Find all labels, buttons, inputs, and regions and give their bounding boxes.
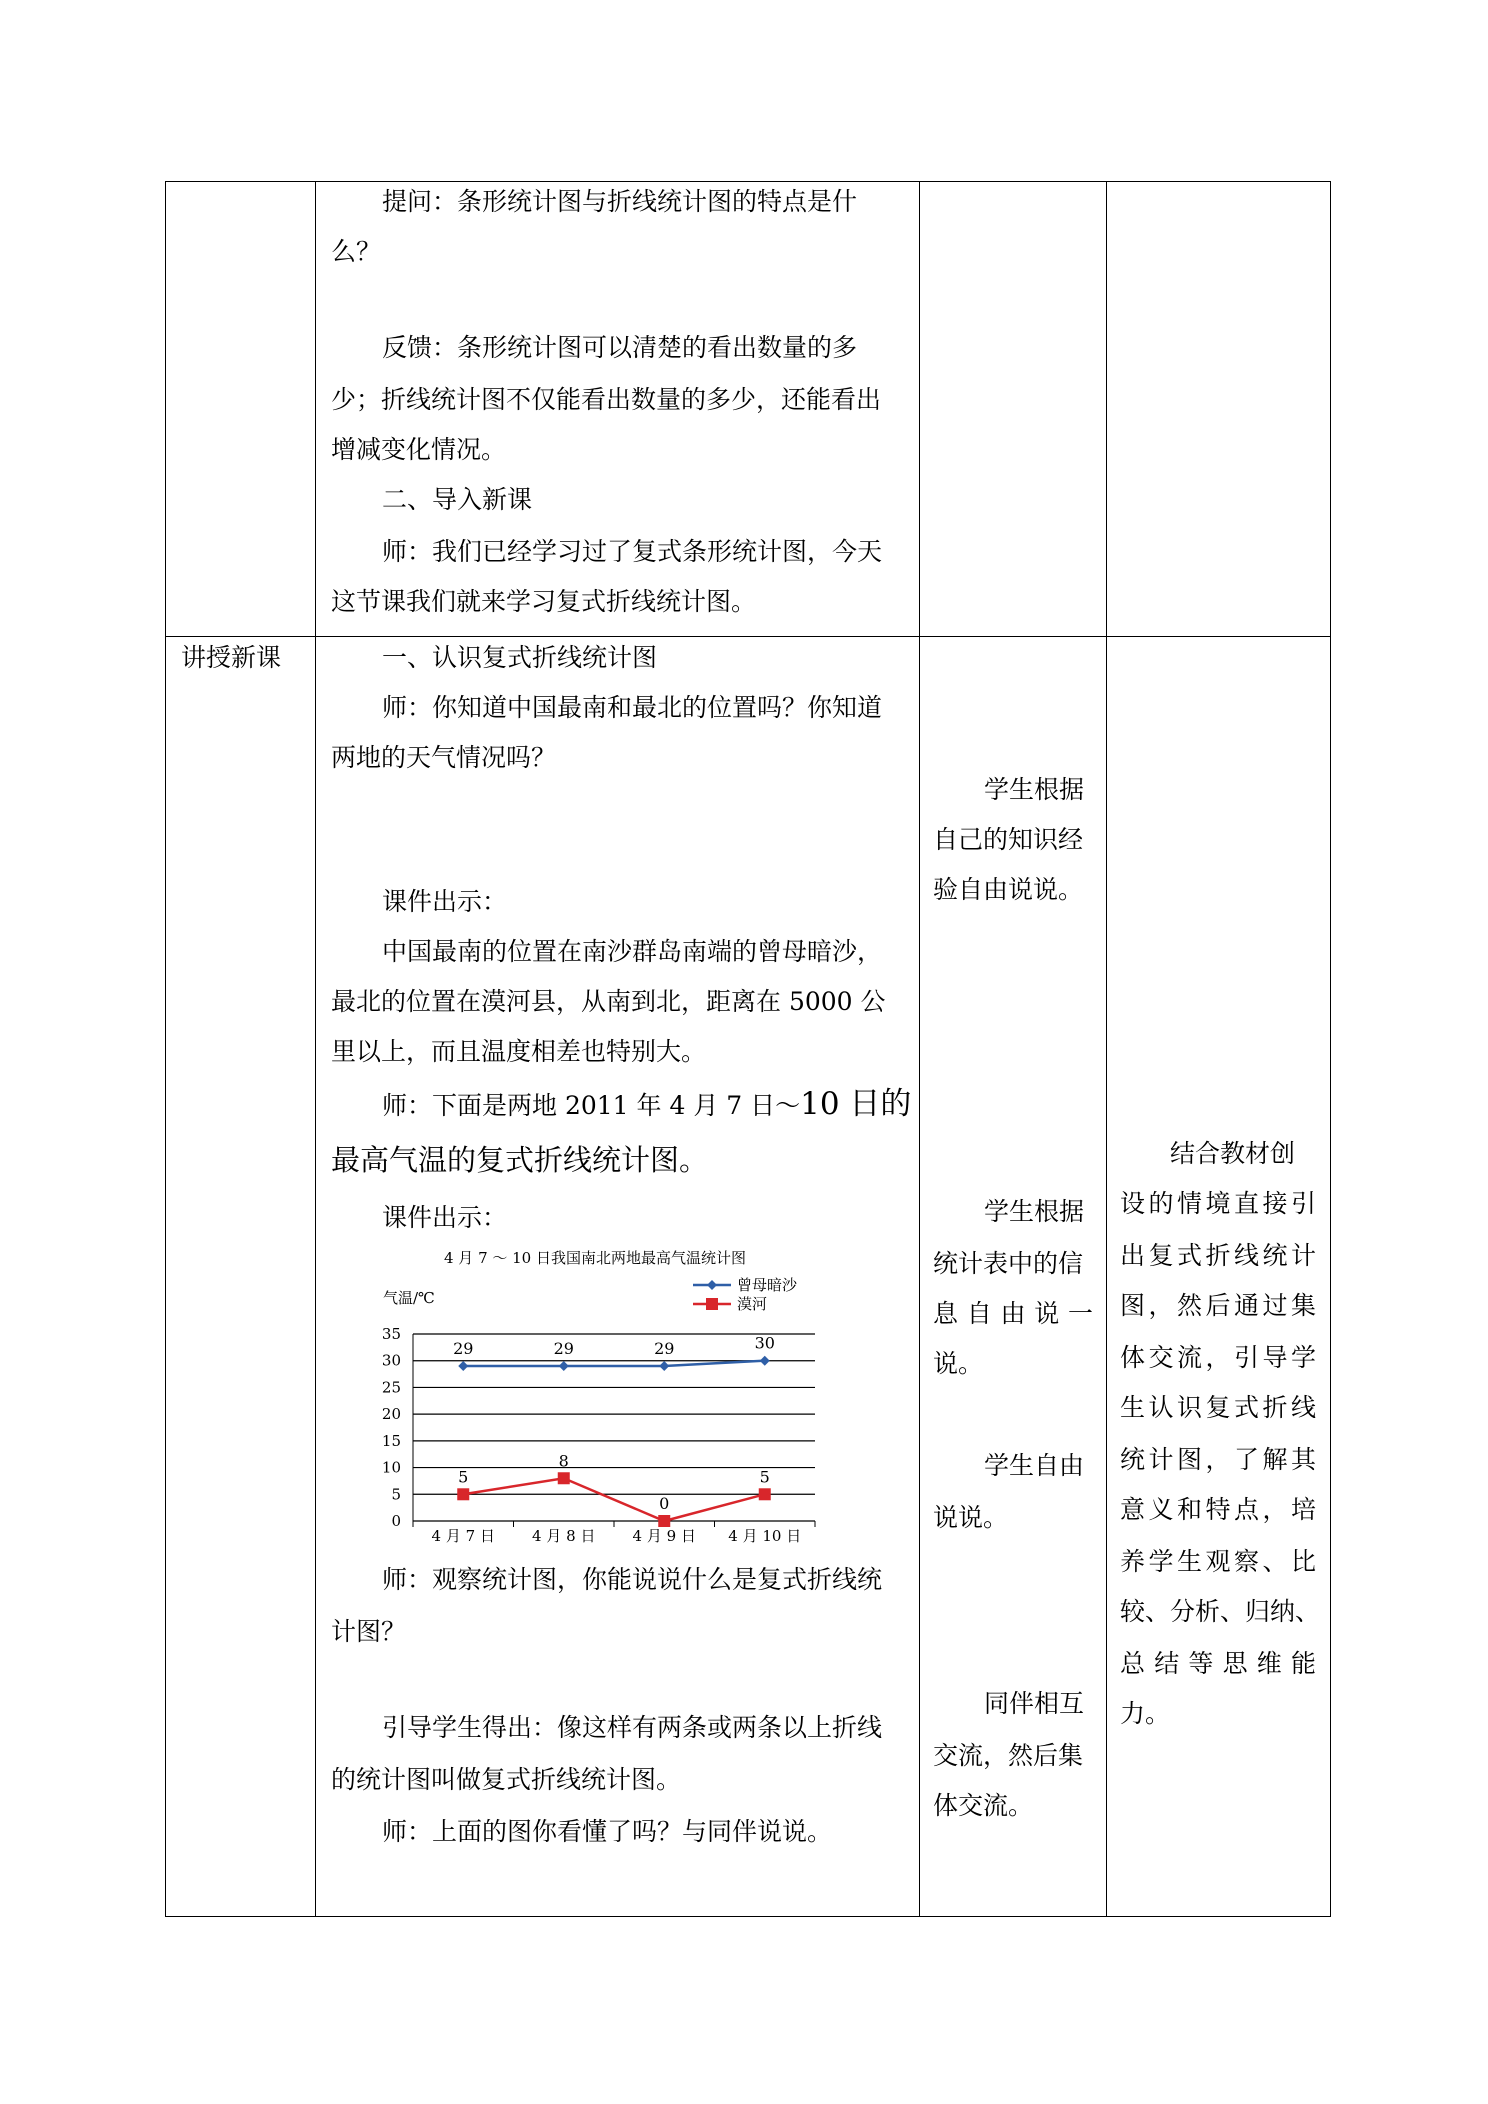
y-tick-label: 30 [381, 1351, 401, 1370]
text-line: 师：观察统计图，你能说说什么是复式折线统 [382, 1565, 883, 1594]
x-tick-label: 4 月 8 日 [532, 1527, 596, 1545]
y-tick-label: 35 [381, 1325, 401, 1343]
text-line: 提问：条形统计图与折线统计图的特点是什 [382, 187, 858, 216]
y-tick-label: 0 [391, 1512, 401, 1530]
text-line: 同伴相互 [984, 1689, 1085, 1718]
stage-label: 讲授新课 [181, 643, 282, 672]
text-line: 最北的位置在漠河县，从南到北，距离在 5000 公 [331, 987, 886, 1016]
text-line: 生认识复式折线 [1120, 1393, 1316, 1422]
text-line: 统计图，了解其 [1120, 1445, 1316, 1474]
text-line: 图，然后通过集 [1120, 1291, 1316, 1320]
series-point [760, 1356, 770, 1366]
text-line: 总结等思维能 [1120, 1649, 1316, 1678]
text-line: 增减变化情况。 [331, 435, 507, 464]
text-line: 这节课我们就来学习复式折线统计图。 [331, 587, 757, 616]
text-line: 师：你知道中国最南和最北的位置吗？你知道 [382, 693, 883, 722]
text-line: 中国最南的位置在南沙群岛南端的曾母暗沙， [382, 937, 883, 966]
text-line: 统计表中的信 [933, 1249, 1084, 1278]
series-point [558, 1472, 570, 1484]
y-tick-label: 20 [381, 1405, 401, 1424]
text-line: 学生根据 [984, 1197, 1085, 1226]
text-line: 自己的知识经 [933, 825, 1084, 854]
text-line: 学生根据 [984, 775, 1085, 804]
text-line: 课件出示： [382, 1203, 508, 1232]
series-point [759, 1488, 771, 1500]
series-point [559, 1361, 569, 1371]
text-line: 结合教材创 [1170, 1139, 1296, 1168]
text-line: 意义和特点，培 [1120, 1495, 1316, 1524]
y-tick-label: 10 [381, 1458, 401, 1477]
legend-label: 曾母暗沙 [737, 1276, 798, 1294]
text-line: 最高气温的复式折线统计图。 [331, 1143, 709, 1177]
text-line: 引导学生得出：像这样有两条或两条以上折线 [382, 1713, 883, 1742]
text-line: 一、认识复式折线统计图 [382, 643, 658, 672]
y-tick-label: 25 [381, 1378, 401, 1397]
legend-marker [706, 1298, 718, 1310]
text-line: 交流，然后集 [933, 1741, 1084, 1770]
table-divider-2 [919, 181, 920, 1917]
series-point [658, 1515, 670, 1527]
text-line: 课件出示： [382, 887, 508, 916]
y-axis-label: 气温/℃ [383, 1289, 435, 1307]
data-label: 5 [458, 1467, 469, 1487]
series-point [458, 1361, 468, 1371]
x-tick-label: 4 月 10 日 [728, 1527, 802, 1545]
table-divider-1 [315, 181, 316, 1917]
text-line: 的统计图叫做复式折线统计图。 [331, 1765, 682, 1794]
legend-label: 漠河 [737, 1295, 768, 1313]
data-label: 29 [553, 1339, 574, 1359]
data-label: 29 [654, 1339, 675, 1359]
row-divider [165, 636, 1330, 637]
table-border-left [165, 181, 166, 1917]
text-line: 计图？ [331, 1617, 407, 1646]
series-point [659, 1361, 669, 1371]
text-line: 说说。 [933, 1503, 1009, 1532]
y-tick-label: 5 [391, 1485, 401, 1504]
series-line-2 [463, 1478, 765, 1521]
text-line: 体交流，引导学 [1120, 1343, 1316, 1372]
text-line: 里以上，而且温度相差也特别大。 [331, 1037, 707, 1066]
data-label: 5 [759, 1467, 770, 1487]
series-point [457, 1488, 469, 1500]
text-line: 二、导入新课 [382, 485, 533, 514]
text-line: 较、分析、归纳、 [1120, 1597, 1321, 1626]
legend-marker [707, 1280, 717, 1290]
chart-title: 4 月 7 ～ 10 日我国南北两地最高气温统计图 [443, 1249, 747, 1267]
data-label: 30 [754, 1333, 775, 1353]
text-line: 少；折线统计图不仅能看出数量的多少，还能看出 [331, 385, 882, 414]
text-line: 两地的天气情况吗？ [331, 743, 557, 772]
text-line: 出复式折线统计 [1120, 1241, 1316, 1270]
text-line: 设的情境直接引 [1120, 1189, 1316, 1218]
text-line: 师：我们已经学习过了复式条形统计图，今天 [382, 537, 883, 566]
data-label: 8 [558, 1451, 569, 1471]
text-line: 师：上面的图你看懂了吗？与同伴说说。 [382, 1817, 833, 1846]
text-line: 学生自由 [984, 1451, 1085, 1480]
x-tick-label: 4 月 7 日 [431, 1527, 495, 1545]
line-chart [375, 1245, 825, 1555]
text-line: 么？ [331, 237, 382, 266]
x-tick-label: 4 月 9 日 [632, 1527, 696, 1545]
text-line: 养学生观察、比 [1120, 1547, 1316, 1576]
data-label: 0 [659, 1494, 670, 1513]
series-line-1 [463, 1361, 765, 1366]
text-line: 力。 [1120, 1699, 1171, 1728]
text-line: 说。 [933, 1349, 984, 1378]
text-line: 师：下面是两地 2011 年 4 月 7 日～10 日的 [382, 1086, 912, 1122]
table-border-right [1330, 181, 1331, 1917]
text-line: 反馈：条形统计图可以清楚的看出数量的多 [382, 333, 858, 362]
y-tick-label: 15 [381, 1431, 401, 1450]
data-label: 29 [453, 1339, 474, 1359]
table-border-bottom [165, 1916, 1330, 1917]
text-line: 息自由说一 [933, 1299, 1093, 1328]
text-line: 验自由说说。 [933, 875, 1084, 904]
text-line: 体交流。 [933, 1791, 1034, 1820]
table-divider-3 [1106, 181, 1107, 1917]
